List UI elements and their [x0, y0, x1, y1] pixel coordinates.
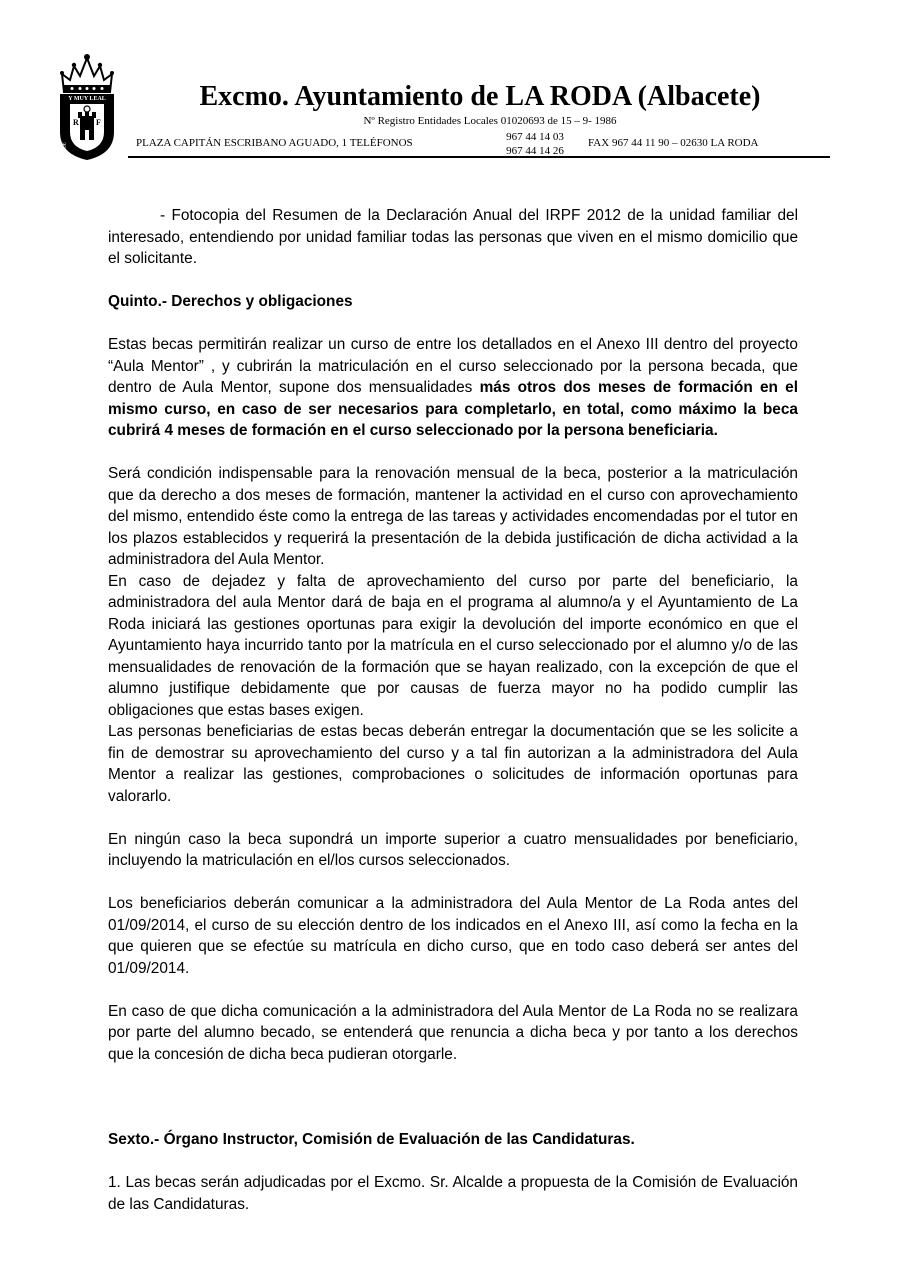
- letterhead-registry-number: Nº Registro Entidades Locales 01020693 de 15 – 9- 1986: [363, 115, 617, 127]
- section-5-paragraph-1: [108, 334, 798, 442]
- crest-motto-bottom: LA RODA: [73, 194, 101, 200]
- spacer: [108, 979, 798, 1001]
- letterhead-address: PLAZA CAPITÁN ESCRIBANO AGUADO, 1 TELÉFONOS: [136, 137, 413, 149]
- coat-of-arms-crest: [56, 52, 118, 200]
- letterhead-divider: [128, 156, 830, 158]
- letterhead-phone-2: 967 44 14 26: [506, 145, 564, 157]
- letterhead-phone-1: 967 44 14 03: [506, 131, 564, 143]
- section-5-heading: Quinto.- Derechos y obligaciones: [108, 293, 353, 310]
- crest-motto-left: MUY NOBLE: [62, 142, 68, 173]
- section-5-paragraph-4: Las personas beneficiarias de estas becas deberán entregar la documentación que se les solicite a fin de demostrar su aprovechamiento del curso y a tal fin autorizan a la administradora del Aula Mentor a realizar las gestiones, comprobaciones o solicitudes de información oportunas para valorarlo.: [108, 723, 798, 805]
- section-6-heading: Sexto.- Órgano Instructor, Comisión de Evaluación de las Candidaturas.: [108, 1131, 635, 1148]
- section-5-paragraph-3: En caso de dejadez y falta de aprovechamiento del curso por parte del beneficiario, la administradora del aula Mentor dará de baja en el programa al alumno/a y el Ayuntamiento de La Roda iniciará las gestiones oportunas para exigir la devolución del importe económico en que el Ayuntamiento haya incurrido tanto por la matrícula en el curso seleccionado por el alumno y/o de las mensualidades de renovación de la formación que se hayan realizado, con la excepción de que el alumno justifique debidamente que por causas de fuerza mayor no ha podido cumplir las obligaciones que estas bases exigen.: [108, 572, 798, 719]
- letterhead-fax: FAX 967 44 11 90 – 02630 LA RODA: [588, 137, 759, 149]
- intro-text: - Fotocopia del Resumen de la Declaración Anual del IRPF 2012 de la unidad familiar del interesado, entendiendo por unidad familiar todas las personas que viven en el mismo domicilio que el solicitante.: [108, 207, 798, 267]
- crest-initial-right: F: [96, 118, 101, 127]
- section-6-paragraph-1: 1. Las becas serán adjudicadas por el Excmo. Sr. Alcalde a propuesta de la Comisión de Evaluación de las Candidaturas.: [108, 1174, 798, 1213]
- section-5-paragraph-7: En caso de que dicha comunicación a la administradora del Aula Mentor de La Roda no se realizara por parte del alumno becado, se entenderá que renuncia a dicha beca y por tanto a los derechos que la concesión de dicha beca pudieran otorgarle.: [108, 1002, 798, 1063]
- spacer: [108, 807, 798, 829]
- letterhead-title: Excmo. Ayuntamiento de LA RODA (Albacete): [199, 81, 761, 112]
- spacer: [108, 270, 798, 292]
- spacer: [108, 1065, 798, 1129]
- section-5-paragraph-2: Será condición indispensable para la renovación mensual de la beca, posterior a la matriculación que da derecho a dos meses de formación, mantener la actividad en el curso con aprovechamiento del mismo, entendido éste como la entrega de las tareas y actividades encomendadas por el tutor en los plazos establecidos y requerirá la presentación de la debida justificación de dicha actividad a la administradora del Aula Mentor.: [108, 465, 798, 568]
- intro-paragraph: [108, 205, 798, 270]
- section-5-paragraph-5: En ningún caso la beca supondrá un importe superior a cuatro mensualidades por beneficiario, incluyendo la matriculación en el/los cursos seleccionados.: [108, 830, 798, 869]
- spacer: [108, 442, 798, 464]
- crest-legend: [56, 52, 118, 200]
- section-5-paragraph-1-bold: más otros dos meses de formación en el mismo curso, en caso de ser necesarios para completarlo, en total, como máximo la beca cubrirá 4 meses de formación en el curso seleccionado por la persona beneficiaria.: [108, 379, 798, 439]
- letterhead-phones: [496, 130, 574, 158]
- crest-motto-right: VILLA DE: [107, 145, 113, 170]
- spacer: [108, 1151, 798, 1173]
- spacer: [108, 872, 798, 894]
- spacer: [108, 313, 798, 335]
- section-5-paragraph-6: Los beneficiarios deberán comunicar a la administradora del Aula Mentor de La Roda antes del 01/09/2014, el curso de su elección dentro de los indicados en el Anexo III, así como la fecha en la que quieren que se efectúe su matrícula en dicho curso, que en todo caso deberá ser antes del 01/09/2014.: [108, 895, 798, 977]
- document-body: [108, 205, 798, 1215]
- section-5-paragraph-1-text: Estas becas permitirán realizar un curso de entre los detallados en el Anexo III dentro del proyecto “Aula Mentor” , y cubrirán la matriculación en el curso seleccionado por la persona becada, que dentro de Aula Mentor, supone dos mensualidades: [108, 336, 798, 396]
- crest-initial-left: R: [73, 118, 79, 127]
- crest-motto-top: Y MUY LEAL: [68, 96, 106, 102]
